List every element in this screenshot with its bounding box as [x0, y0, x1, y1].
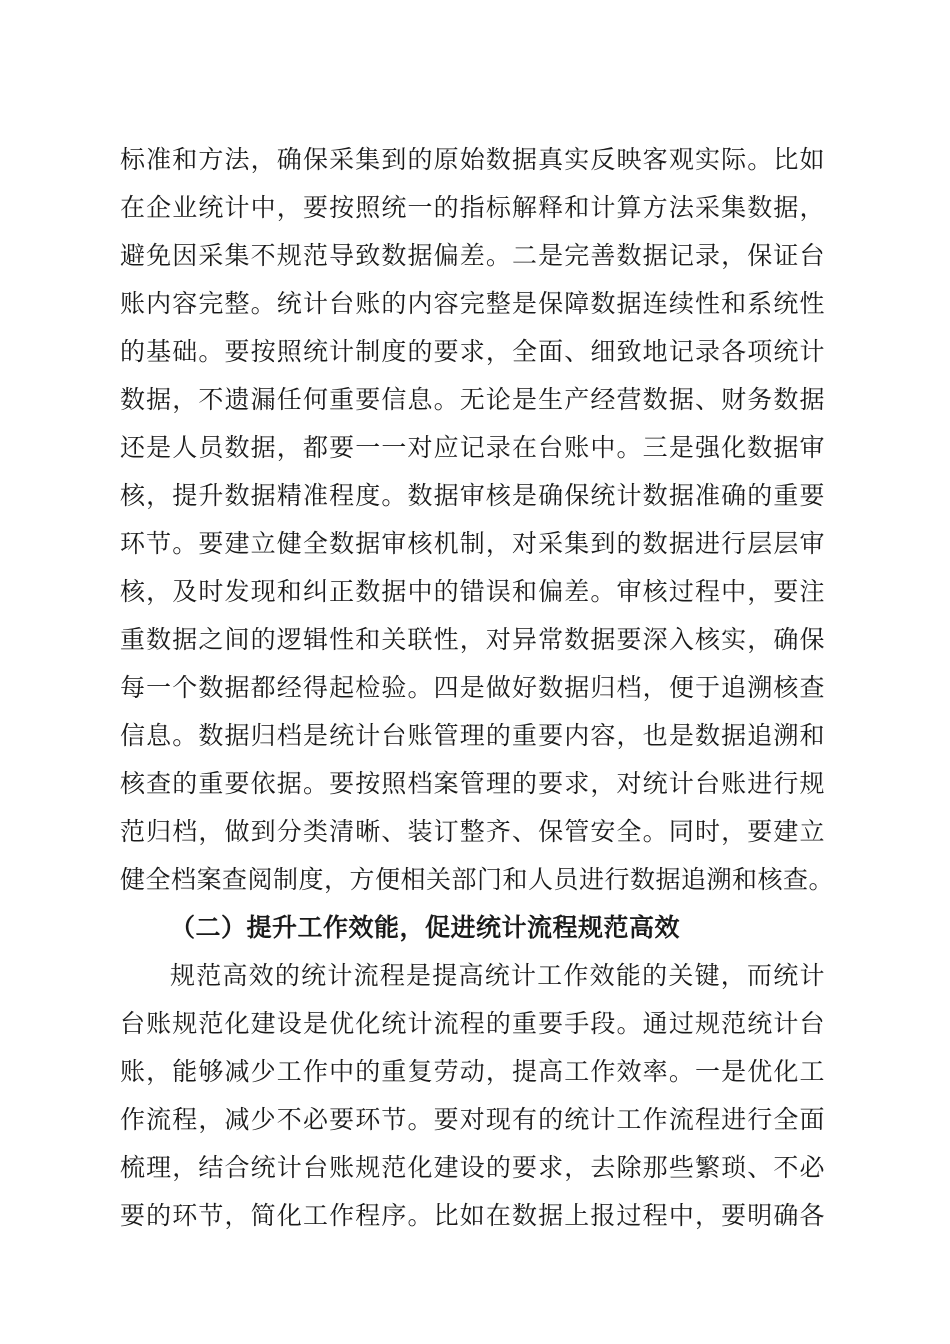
- text-line: 核查的重要依据。要按照档案管理的要求，对统计台账进行规: [120, 769, 825, 798]
- text-line: 在企业统计中，要按照统一的指标解释和计算方法采集数据，: [120, 193, 825, 222]
- text-line: 每一个数据都经得起检验。四是做好数据归档，便于追溯核查: [120, 673, 825, 702]
- text-line: 作流程，减少不必要环节。要对现有的统计工作流程进行全面: [120, 1105, 825, 1134]
- text-line: 还是人员数据，都要一一对应记录在台账中。三是强化数据审: [120, 433, 825, 462]
- text-line: 标准和方法，确保采集到的原始数据真实反映客观实际。比如: [120, 145, 825, 174]
- text-line: 信息。数据归档是统计台账管理的重要内容，也是数据追溯和: [120, 721, 825, 750]
- text-line: 台账规范化建设是优化统计流程的重要手段。通过规范统计台: [120, 1009, 825, 1038]
- text-line: 健全档案查阅制度，方便相关部门和人员进行数据追溯和核查。: [120, 865, 835, 894]
- text-line: 核，提升数据精准程度。数据审核是确保统计数据准确的重要: [120, 481, 825, 510]
- text-line: 的基础。要按照统计制度的要求，全面、细致地记录各项统计: [120, 337, 825, 366]
- section-heading: （二）提升工作效能，促进统计流程规范高效: [170, 913, 681, 942]
- text-line: 避免因采集不规范导致数据偏差。二是完善数据记录，保证台: [120, 241, 825, 270]
- text-line: 账，能够减少工作中的重复劳动，提高工作效率。一是优化工: [120, 1057, 825, 1086]
- text-line: 范归档，做到分类清晰、装订整齐、保管安全。同时，要建立: [120, 817, 825, 846]
- text-line: 核，及时发现和纠正数据中的错误和偏差。审核过程中，要注: [120, 577, 825, 606]
- text-line: 规范高效的统计流程是提高统计工作效能的关键，而统计: [170, 961, 825, 990]
- text-line: 环节。要建立健全数据审核机制，对采集到的数据进行层层审: [120, 529, 825, 558]
- text-line: 要的环节，简化工作程序。比如在数据上报过程中，要明确各: [120, 1201, 825, 1230]
- text-line: 账内容完整。统计台账的内容完整是保障数据连续性和系统性: [120, 289, 825, 318]
- text-line: 重数据之间的逻辑性和关联性，对异常数据要深入核实，确保: [120, 625, 825, 654]
- text-line: 梳理，结合统计台账规范化建设的要求，去除那些繁琐、不必: [120, 1153, 825, 1182]
- text-line: 数据，不遗漏任何重要信息。无论是生产经营数据、财务数据: [120, 385, 825, 414]
